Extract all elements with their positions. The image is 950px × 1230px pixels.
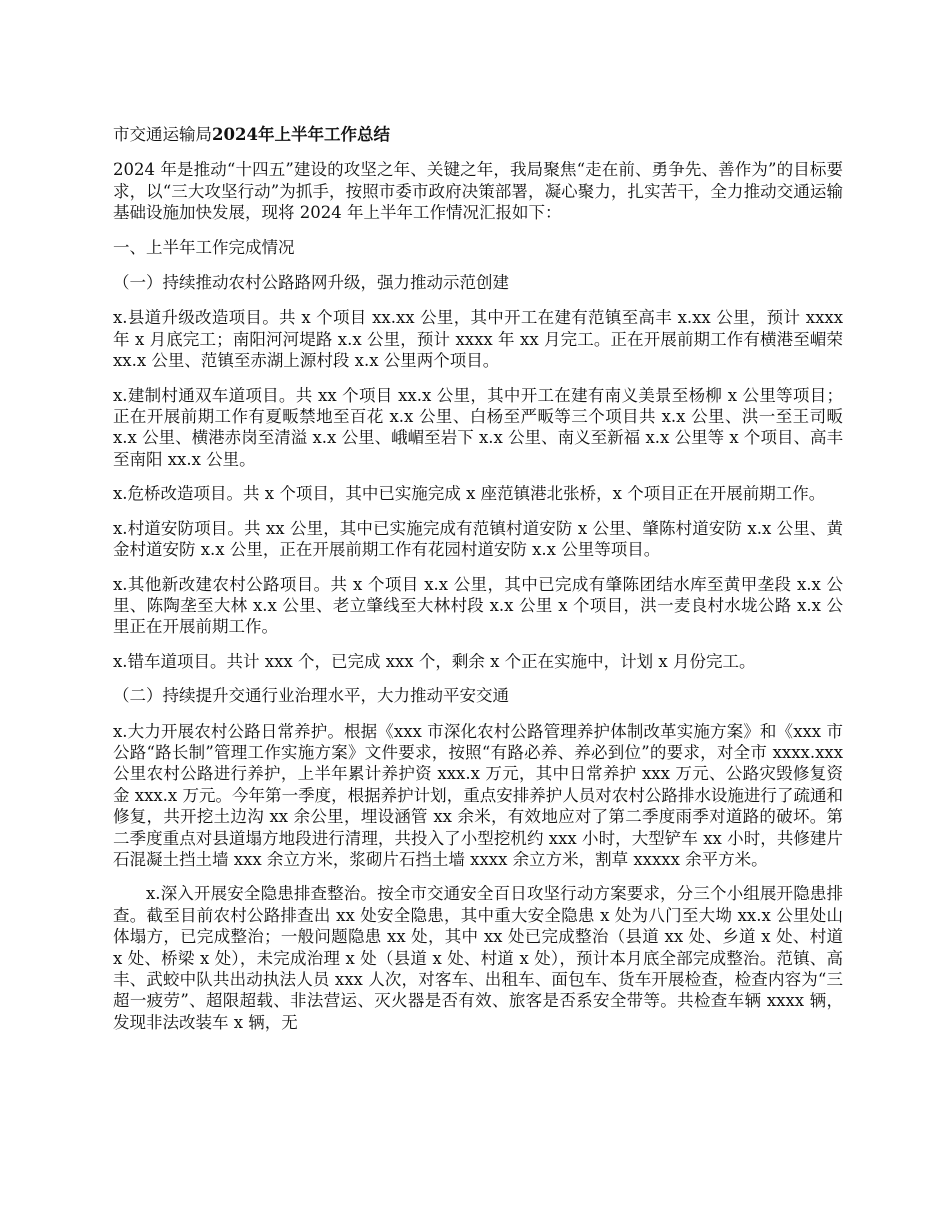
paragraph-county-road-upgrade: x.县道升级改造项目。共 x 个项目 xx.xx 公里，其中开工在建有范镇至高丰 x.xx 公里，预计 xxxx 年 x 月底完工；南阳河河堤路 x.x 公里，预计 xxxx 年 xx 月完工。正在开展前期工作有横港至嵋荣 xx.x 公里、范镇至赤湖上源村段 x.x 公里两个项目。 (113, 308, 843, 371)
document-page (113, 124, 843, 1046)
paragraph-hazard-inspection: x.深入开展安全隐患排查整治。按全市交通安全百日攻坚行动方案要求，分三个小组展开隐患排查。截至目前农村公路排查出 xx 处安全隐患，其中重大安全隐患 x 处为八门至大坳 xx.x 公里处山体塌方，已完成整治；一般问题隐患 xx 处，其中 xx 处已完成整治（县道 xx 处、乡道 x 处、村道 x 处、桥梁 x 处），未完成治理 x 处（县道 x 处、村道 x 处），预计本月底全部完成整治。范镇、高丰、武蛟中队共出动执法人员 xxx 人次，对客车、出租车、面包车、货车开展检查，检查内容为“三超一疲劳”、超限超载、非法营运、灭火器是否有效、旅客是否系安全带等。共检查车辆 xxxx 辆，发现非法改装车 x 辆，无 (113, 884, 843, 1032)
paragraph-village-dual-lane: x.建制村通双车道项目。共 xx 个项目 xx.x 公里，其中开工在建有南义美景至杨柳 x 公里等项目；正在开展前期工作有夏畈禁地至百花 x.x 公里、白杨至严畈等三个项目共 x.x 公里、洪一至王司畈 x.x 公里、横港赤岗至清溢 x.x 公里、峨嵋至岩下 x.x 公里、南义至新福 x.x 公里等 x 个项目、高丰至南阳 xx.x 公里。 (113, 385, 843, 469)
subsection-heading-2: （二）持续提升交通行业治理水平，大力推动平安交通 (113, 686, 509, 706)
title-year: 2024 (212, 125, 258, 144)
paragraph-village-road-safety: x.村道安防项目。共 xx 公里，其中已实施完成有范镇村道安防 x 公里、肇陈村道安防 x.x 公里、黄金村道安防 x.x 公里，正在开展前期工作有花园村道安防 x.x 公里等项目。 (113, 518, 843, 560)
section-heading-1: 一、上半年工作完成情况 (113, 237, 295, 257)
subsection-heading-1: （一）持续推动农村公路路网升级，强力推动示范创建 (113, 273, 509, 293)
paragraph-daily-maintenance: x.大力开展农村公路日常养护。根据《xxx 市深化农村公路管理养护体制改革实施方案》和《xxx 市公路“路长制”管理工作实施方案》文件要求，按照“有路必养、养必到位”的要求，对全市 xxxx.xxx 公里农村公路进行养护，上半年累计养护资 xxx.x 万元，其中日常养护 xxx 万元、公路灾毁修复资金 xxx.x 万元。今年第一季度，根据养护计划，重点安排养护人员对农村公路排水设施进行了疏通和修复，共开挖土边沟 xx 余公里，埋设涵管 xx 余米，有效地应对了第二季度雨季对道路的破坏。第二季度重点对县道塌方地段进行清理，共投入了小型挖机约 xxx 小时，大型铲车 xx 小时，共修建片石混凝土挡土墙 xxx 余立方米，浆砌片石挡土墙 xxxx 余立方米，割草 xxxxx 余平方米。 (113, 721, 843, 869)
title-prefix: 市交通运输局 (113, 125, 212, 144)
intro-paragraph: 2024 年是推动“十四五”建设的攻坚之年、关键之年，我局聚焦“走在前、勇争先、善作为”的目标要求，以“三大攻坚行动”为抓手，按照市委市政府决策部署，凝心聚力，扎实苦干，全力推动交通运输基础设施加快发展，现将 2024 年上半年工作情况汇报如下： (113, 160, 843, 223)
paragraph-other-rural-roads: x.其他新改建农村公路项目。共 x 个项目 x.x 公里，其中已完成有肇陈团结水库至黄甲垄段 x.x 公里、陈陶垄至大林 x.x 公里、老立肇线至大林村段 x.x 公里 x 个项目，洪一麦良村水垅公路 x.x 公里正在开展前期工作。 (113, 574, 843, 637)
document-title (113, 124, 843, 145)
paragraph-passing-bays: x.错车道项目。共计 xxx 个，已完成 xxx 个，剩余 x 个正在实施中，计划 x 月份完工。 (113, 651, 756, 671)
paragraph-dangerous-bridge: x.危桥改造项目。共 x 个项目，其中已实施完成 x 座范镇港北张桥，x 个项目正在开展前期工作。 (113, 484, 826, 504)
title-suffix: 年上半年工作总结 (257, 125, 390, 144)
